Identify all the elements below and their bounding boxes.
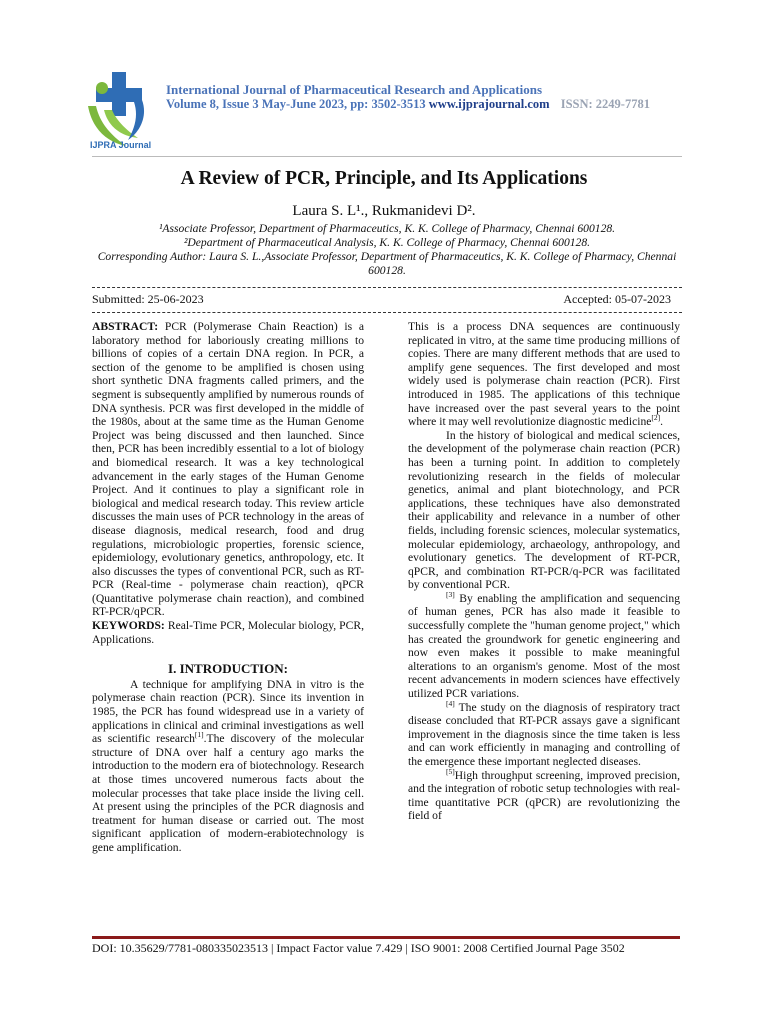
- issn: ISSN: 2249-7781: [560, 97, 650, 111]
- page-footer: DOI: 10.35629/7781-080335023513 | Impact Factor value 7.429 | ISO 9001: 2008 Certified Journal Page 3502: [92, 941, 625, 955]
- article-title: A Review of PCR, Principle, and Its Applications: [180, 168, 588, 189]
- journal-website-link[interactable]: www.ijprajournal.com: [428, 97, 550, 111]
- footer-divider: [92, 936, 680, 939]
- issue-info: Volume 8, Issue 3 May-June 2023, pp: 3502-3513: [166, 97, 426, 111]
- corresponding-author: Corresponding Author: Laura S. L.,Associate Professor, Department of Pharmaceutics, K. K. College of Pharmacy, Chennai 600128.: [97, 250, 677, 277]
- article-authors: Laura S. L¹., Rukmanidevi D².: [292, 203, 476, 219]
- citation-4[interactable]: [4]: [446, 698, 455, 708]
- citation-1[interactable]: [1]: [194, 730, 204, 740]
- affiliation-1: ¹Associate Professor, Department of Pharmaceutics, K. K. College of Pharmacy, Chennai 600128.: [158, 222, 616, 235]
- dashed-divider-top: [92, 287, 682, 288]
- logo-label: IJPRA Journal: [90, 140, 152, 150]
- paragraph-text: The study on the diagnosis of respiratory tract disease concluded that RT-PCR assays gave a significant improvement in the diagnosis since the time taken is less and can work efficiently in managing and controlling of the emergence these important neglected diseases.: [408, 700, 680, 768]
- accepted-date: Accepted: 05-07-2023: [563, 292, 671, 306]
- citation-5[interactable]: [5]: [446, 766, 455, 776]
- header-divider: [92, 156, 682, 157]
- intro-text-b: .The discovery of the molecular structure of DNA over half a century ago marks the introduction to the modern era of biotechnology. Research at those times uncovered numerous facts about the molecular processes that take place inside the living cell. At present using the principles of the PCR diagnosis and treatment for human disease or carried out. The most significant application of modern-erabiotechnology is gene amplification.: [92, 732, 365, 854]
- keywords-label: KEYWORDS:: [92, 619, 165, 633]
- intro-paragraph-1: [92, 678, 364, 855]
- paragraph-text: This is a process DNA sequences are continuously replicated in vitro, at the same time producing millions of copies. There are many different methods that are used to amplify gene sequences. The first developed and most widely used is polymerase chain reaction (PCR). First introduced in 1985. The applications of this technique have increased over the past several years to the point where it may well revolutionize diagnostic medicine: [408, 320, 680, 429]
- citation-3[interactable]: [3]: [446, 590, 455, 600]
- intro-paragraph-3: In the history of biological and medical sciences, the development of the polymerase chain reaction (PCR) has been a turning point. In addition to completely revolutionizing research in the fields of molecular genetics, animal and plant biotechnology, and PCR applications, these techniques have also demonstrated their applicability and relevance in a number of other fields, including forensic sciences, molecular systematics, molecular epidemiology, archaeology, anthropology, and evolutionary genetics. The development of RT-PCR, qPCR, and combination RT-PCR/q-PCR was facilitated by conventional PCR.: [408, 428, 680, 592]
- intro-text-a: A technique for amplifying DNA in vitro is the polymerase chain reaction (PCR). Since its invention in 1985, the PCR has found widespread use in a variety of applications in clinical and criminal investigations as well as scientific research: [92, 677, 364, 746]
- journal-name: International Journal of Pharmaceutical Research and Applications: [166, 82, 543, 97]
- citation-2[interactable]: [2]: [651, 413, 661, 423]
- submitted-date: Submitted: 25-06-2023: [92, 292, 204, 306]
- intro-paragraph-4: [408, 592, 680, 701]
- left-column: [92, 320, 364, 855]
- abstract-label: ABSTRACT:: [92, 320, 159, 333]
- dashed-divider-bottom: [92, 312, 682, 313]
- affiliation-2: ²Department of Pharmaceutical Analysis, K. K. College of Pharmacy, Chennai 600128.: [183, 236, 591, 249]
- paragraph-end: .: [660, 415, 664, 429]
- paragraph-text: High throughput screening, improved precision, and the integration of robotic setup technologies with real-time quantitative PCR (qPCR) are revolutionizing the field of: [408, 768, 680, 823]
- intro-paragraph-5: [408, 698, 680, 769]
- right-column: [408, 320, 680, 823]
- keywords-text: Real-Time PCR, Molecular biology, PCR, Applications.: [92, 619, 364, 646]
- abstract: [92, 320, 364, 619]
- intro-paragraph-6: [408, 766, 680, 823]
- journal-issue-line: [166, 97, 650, 112]
- intro-paragraph-2: [408, 320, 680, 429]
- paragraph-text: By enabling the amplification and sequencing of human genes, PCR has also made it feasible to successfully complete the "human genome project," which has created the groundwork for genetic engineering and now even makes it possible to make meaningful alterations to an organism's genome. Most of the most recent advancements in modern sciences have effectively utilized PCR variations.: [408, 591, 680, 701]
- keywords: [92, 619, 364, 646]
- journal-logo: [82, 66, 162, 152]
- section-heading-introduction: I. INTRODUCTION:: [168, 661, 288, 677]
- abstract-text: PCR (Polymerase Chain Reaction) is a laboratory method for laboriously creating millions to billions of copies of a certain DNA region. In PCR, a section of the genome to be amplified is chosen using short synthetic DNA fragments called primers, and the segment is subsequently amplified by numerous rounds of DNA synthesis. PCR was first developed in the middle of the 1980s, about at the same time as the Human Genome Project was being discussed and then launched. Since then, PCR has been incredibly essential to a lot of biology and biomedical research. It was a key technological advancement in the early stages of the Human Genome Project. And it continues to play a significant role in biological and medical research today. This review article discusses the main uses of PCR technology in the areas of disease diagnosis, medical research, food and drug regulations, microbiologic properties, forensic science, epidemiology, evolutionary genetics, anthropology, etc. It also discusses the types of conventional PCR, such as RT-PCR (Real-time - polymerase chain reaction), qPCR (Quantitative polymerase chain reaction), and combined RT-PCR/qPCR.: [92, 320, 365, 619]
